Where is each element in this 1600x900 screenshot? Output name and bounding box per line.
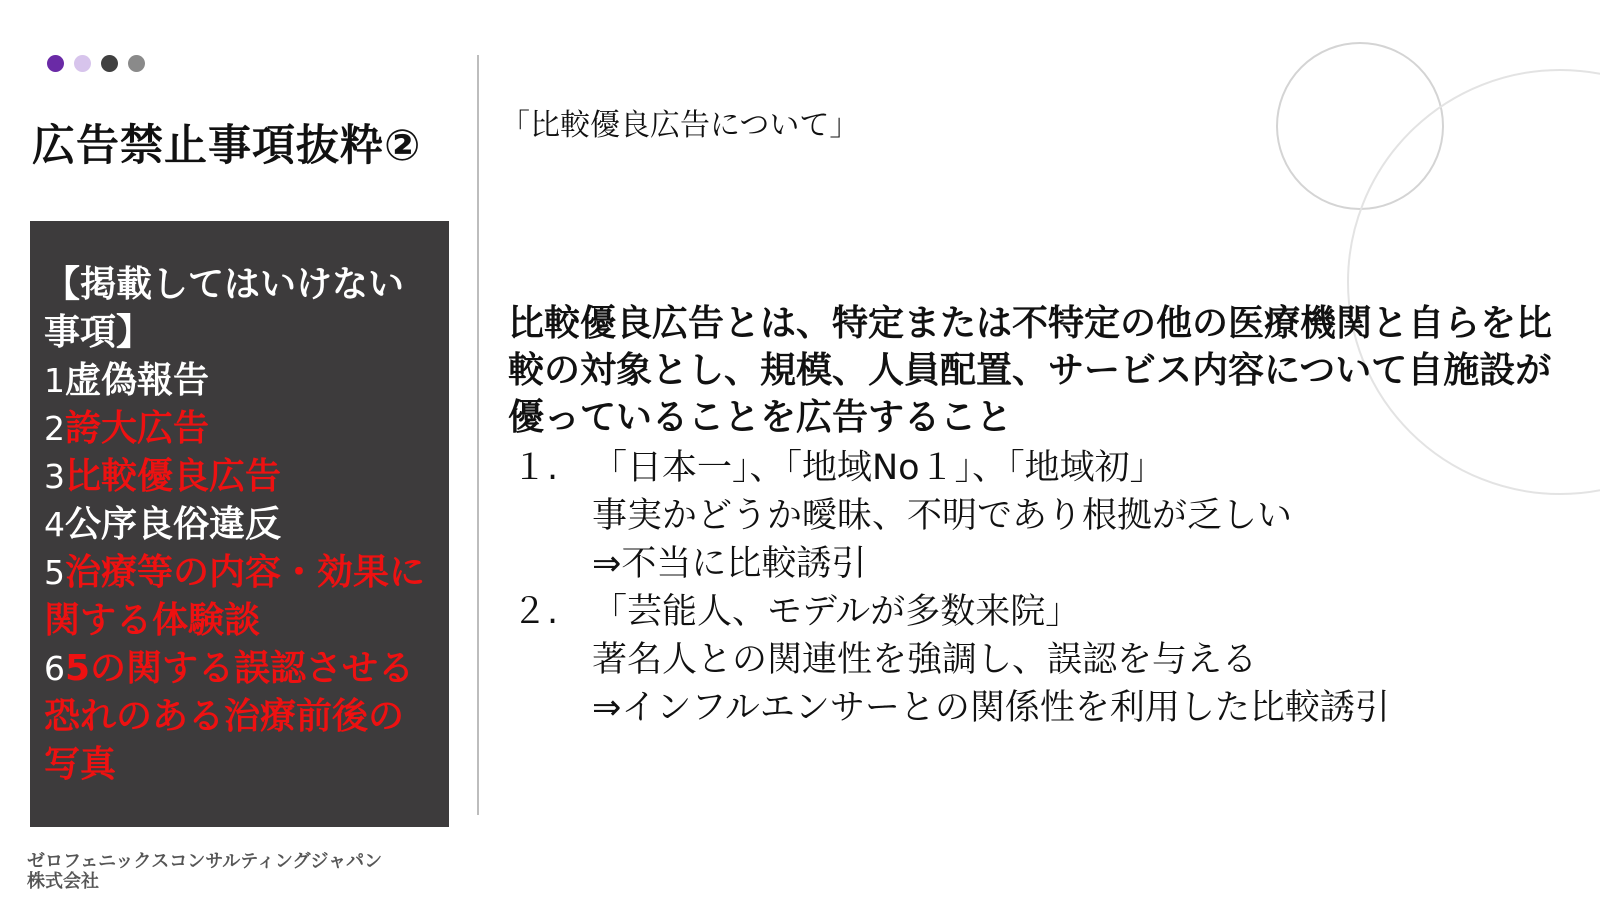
prohibited-items-box xyxy=(30,221,449,827)
deco-circle-small xyxy=(1277,43,1443,209)
dot-2 xyxy=(74,55,91,72)
box-heading: 【掲載してはいけない事項】 xyxy=(44,264,405,353)
examples-list xyxy=(508,444,1568,732)
example-detail: 事実かどうか曖昧、不明であり根拠が乏しい xyxy=(592,496,1293,536)
dot-3 xyxy=(101,55,118,72)
dot-4 xyxy=(128,55,145,72)
example-conclusion: ⇒不当に比較誘引 xyxy=(592,544,867,584)
example-conclusion: ⇒インフルエンサーとの関係性を利用した比較誘引 xyxy=(592,688,1390,728)
page-title: 広告禁止事項抜粋② xyxy=(32,121,422,171)
company-name-line1: ゼロフェニックスコンサルティングジャパン xyxy=(27,851,383,872)
example-number: ２. xyxy=(512,592,559,632)
company-name xyxy=(27,852,382,892)
section-subtitle: 「比較優良広告について」 xyxy=(500,108,860,143)
example-number: １. xyxy=(512,448,559,488)
dot-1 xyxy=(47,55,64,72)
example-headline-text: 「日本一」、「地域No１」、「地域初」 xyxy=(592,448,1165,488)
example-headline-text: 「芸能人、モデルが多数来院」 xyxy=(592,592,1081,632)
list-item: 65の関する誤認させる恐れのある治療前後の写真 xyxy=(44,648,415,785)
example-detail: 著名人との関連性を強調し、誤認を与える xyxy=(592,640,1258,680)
list-item: 4公序良俗違反 xyxy=(44,504,282,545)
list-item: 5治療等の内容・効果に関する体験談 xyxy=(44,552,426,641)
list-item: 3比較優良広告 xyxy=(44,456,282,497)
definition-text: 比較優良広告とは、特定または不特定の他の医療機関と自らを比較の対象とし、規模、人員配置、サービス内容について自施設が優っていることを広告すること xyxy=(508,303,1553,438)
example-headline xyxy=(508,588,1568,636)
list-item: 2誇大広告 xyxy=(44,408,210,449)
slide-dots xyxy=(47,55,145,72)
vertical-divider xyxy=(477,55,479,815)
list-item: 1虚偽報告 xyxy=(44,360,210,401)
company-name-line2: 株式会社 xyxy=(27,871,99,892)
example-headline xyxy=(508,444,1568,492)
